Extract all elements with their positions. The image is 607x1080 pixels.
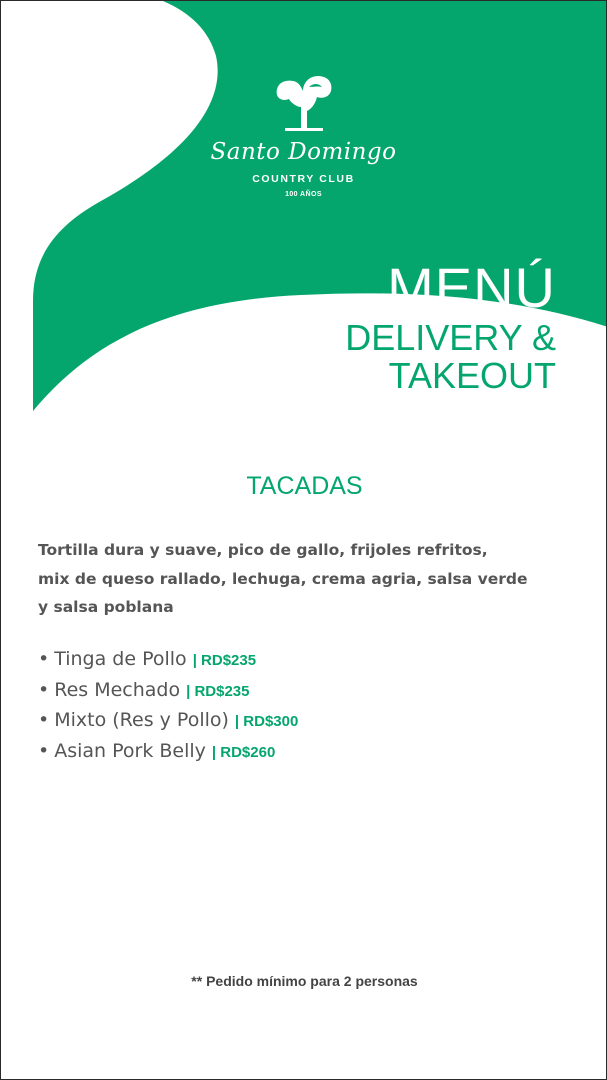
menu-item [38,737,298,768]
menu-item-name: Tinga de Pollo [54,648,187,670]
bullet-icon: • [38,739,50,762]
menu-title: MENÚ [387,256,556,319]
section-title: TACADAS [246,472,363,500]
delivery-title-line-2: TAKEOUT [388,355,556,396]
menu-item-price: | RD$260 [211,743,276,761]
minimum-order-note: ** Pedido mínimo para 2 personas [191,973,418,989]
menu-item-name: Mixto (Res y Pollo) [54,709,229,731]
delivery-takeout-title [236,319,556,395]
logo-script-name: Santo Domingo [210,139,397,165]
bullet-icon: • [38,678,50,701]
menu-item-price: | RD$235 [192,652,257,669]
menu-item-price: | RD$300 [234,713,299,730]
menu-item-name: Res Mechado [54,678,181,701]
menu-item [38,645,298,676]
description-line: y salsa poblana [38,598,174,616]
bullet-icon: • [38,648,50,670]
menu-item [38,676,298,707]
menu-item-list [38,645,298,767]
club-logo [206,73,401,198]
menu-item-name: Asian Pork Belly [54,739,206,762]
dish-description [38,536,568,622]
logo-years-label: 100 AÑOS [285,191,322,198]
description-line: mix de queso rallado, lechuga, crema agria, salsa verde [38,569,528,588]
logo-club-label: COUNTRY CLUB [252,173,355,185]
menu-item [38,706,298,737]
menu-item-price: | RD$235 [186,682,250,700]
description-line: Tortilla dura y suave, pico de gallo, frijoles refritos, [38,541,488,559]
delivery-title-line-1: DELIVERY & [345,317,556,358]
tree-logo-icon [273,73,335,133]
bullet-icon: • [38,709,50,731]
